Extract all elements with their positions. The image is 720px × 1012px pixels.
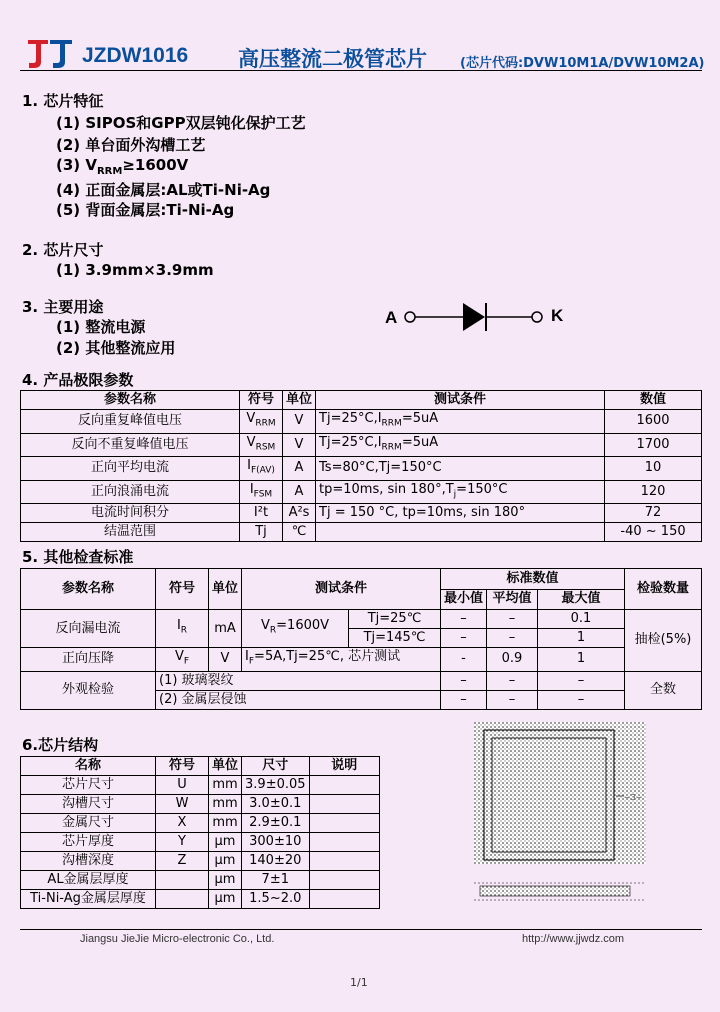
param-unit: ℃: [283, 523, 316, 542]
param-symbol: $I_{F(AV)}$: [240, 457, 283, 481]
page-number: 1/1: [350, 976, 368, 989]
col-header: 尺寸: [242, 757, 310, 776]
col-header: 参数名称: [21, 391, 240, 410]
table-row: [21, 457, 702, 481]
param-unit: mA: [209, 610, 242, 648]
param-condition: Ts=80°C,Tj=150°C: [316, 457, 605, 481]
param-name: 外观检验: [21, 671, 156, 709]
max-value: –: [538, 671, 625, 690]
cathode-label: K: [551, 306, 564, 325]
company-url[interactable]: http://www.jjwdz.com: [522, 933, 625, 945]
section-6-heading: 6.芯片结构: [22, 736, 99, 754]
param-name: 反向重复峰值电压: [21, 410, 240, 434]
inspection-qty: 全数: [625, 671, 702, 709]
min-value: -: [440, 648, 486, 672]
table-header-row: [21, 757, 380, 776]
col-subheader: 平均值: [487, 589, 538, 610]
chip-code: (芯片代码:DVW10M1A/DVW10M2A): [460, 56, 705, 71]
param-condition: $V_R=1600V$: [242, 610, 349, 648]
chip-structure-table: [20, 756, 380, 909]
param-symbol: $V_F$: [156, 648, 209, 672]
chip-structure-drawing: [474, 722, 646, 904]
header-divider: [20, 70, 702, 71]
param-condition: (1) 玻璃裂纹: [156, 671, 441, 690]
param-condition: [316, 523, 605, 542]
struct-note: [309, 890, 379, 909]
max-value: 1: [538, 648, 625, 672]
param-condition: $Tj=25^\circ C,I_{RRM}=5uA$: [316, 433, 605, 457]
struct-unit: μm: [209, 852, 242, 871]
col-header: 单位: [283, 391, 316, 410]
company-logo: [26, 36, 74, 70]
sub-condition: Tj=25℃: [349, 610, 441, 629]
avg-value: –: [487, 629, 538, 648]
col-header: 符号: [240, 391, 283, 410]
usage-item: (2) 其他整流应用: [56, 339, 176, 357]
struct-note: [309, 795, 379, 814]
min-value: –: [440, 629, 486, 648]
param-symbol: $I_R$: [156, 610, 209, 648]
struct-size: 3.0±0.1: [242, 795, 310, 814]
param-condition: $Tj=25^\circ C,I_{RRM}=5uA$: [316, 410, 605, 434]
struct-name: 芯片厚度: [21, 833, 156, 852]
col-header: 测试条件: [242, 569, 441, 610]
param-value: -40 ~ 150: [605, 523, 702, 542]
struct-unit: mm: [209, 776, 242, 795]
struct-unit: μm: [209, 833, 242, 852]
struct-size: 1.5~2.0: [242, 890, 310, 909]
struct-size: 300±10: [242, 833, 310, 852]
param-symbol: $V_{RRM}$: [240, 410, 283, 434]
struct-unit: mm: [209, 814, 242, 833]
struct-name: 沟槽尺寸: [21, 795, 156, 814]
param-unit: A: [283, 480, 316, 504]
param-value: 1600: [605, 410, 702, 434]
param-unit: V: [209, 648, 242, 672]
section-4-heading: 4. 产品极限参数: [22, 371, 134, 389]
col-subheader: 最大值: [538, 589, 625, 610]
col-header: 参数名称: [21, 569, 156, 610]
inspection-qty: 抽检(5%): [625, 610, 702, 672]
section-2-heading: 2. 芯片尺寸: [22, 241, 104, 259]
table-header-row: [21, 391, 702, 410]
avg-value: 0.9: [487, 648, 538, 672]
svg-text:~3~: ~3~: [624, 793, 643, 802]
struct-unit: mm: [209, 795, 242, 814]
avg-value: –: [487, 610, 538, 629]
min-value: –: [440, 671, 486, 690]
struct-symbol: W: [156, 795, 209, 814]
struct-unit: μm: [209, 890, 242, 909]
avg-value: –: [487, 690, 538, 709]
struct-note: [309, 871, 379, 890]
struct-symbol: [156, 890, 209, 909]
param-condition: $I_F=5A,Tj=25℃$, 芯片测试: [242, 648, 441, 672]
param-unit: A: [283, 457, 316, 481]
col-header: 符号: [156, 757, 209, 776]
max-value: 0.1: [538, 610, 625, 629]
struct-unit: μm: [209, 871, 242, 890]
col-header: 名称: [21, 757, 156, 776]
param-symbol: I²t: [240, 504, 283, 523]
struct-note: [309, 814, 379, 833]
limit-params-table: [20, 390, 702, 542]
col-header: 说明: [309, 757, 379, 776]
table-row: [21, 433, 702, 457]
struct-symbol: Y: [156, 833, 209, 852]
param-symbol: $V_{RSM}$: [240, 433, 283, 457]
struct-note: [309, 833, 379, 852]
feature-item: (4) 正面金属层:AL或Ti-Ni-Ag: [56, 181, 271, 199]
param-name: 结温范围: [21, 523, 240, 542]
struct-name: 金属尺寸: [21, 814, 156, 833]
avg-value: –: [487, 671, 538, 690]
struct-name: 沟槽深度: [21, 852, 156, 871]
param-condition: tp=10ms, $\sin 180^\circ,T_j=150^\circ C$: [316, 480, 605, 504]
table-row: [21, 795, 380, 814]
usage-item: (1) 整流电源: [56, 318, 146, 336]
param-name: 正向平均电流: [21, 457, 240, 481]
inspection-table: [20, 568, 702, 710]
param-value: 1700: [605, 433, 702, 457]
struct-note: [309, 852, 379, 871]
struct-name: Ti-Ni-Ag金属层厚度: [21, 890, 156, 909]
page-title: 高压整流二极管芯片: [238, 47, 427, 71]
table-row: [21, 852, 380, 871]
sub-condition: Tj=145℃: [349, 629, 441, 648]
table-row: [21, 410, 702, 434]
max-value: –: [538, 690, 625, 709]
footer-divider: [20, 929, 702, 930]
part-number: JZDW1016: [82, 44, 189, 67]
table-row: [21, 480, 702, 504]
param-unit: V: [283, 410, 316, 434]
size-item: (1) 3.9mm×3.9mm: [56, 261, 214, 279]
diode-symbol: [400, 300, 550, 334]
struct-size: 140±20: [242, 852, 310, 871]
param-name: 反向漏电流: [21, 610, 156, 648]
struct-symbol: Z: [156, 852, 209, 871]
min-value: –: [440, 610, 486, 629]
param-symbol: $I_{FSM}$: [240, 480, 283, 504]
struct-name: AL金属层厚度: [21, 871, 156, 890]
col-header: 符号: [156, 569, 209, 610]
param-name: 正向压降: [21, 648, 156, 672]
table-row: [21, 814, 380, 833]
table-row: [21, 610, 702, 629]
struct-size: 7±1: [242, 871, 310, 890]
feature-item: (3) $V_{RRM}\ge 1600V$: [56, 156, 189, 177]
table-row: [21, 890, 380, 909]
feature-item: (1) SIPOS和GPP双层钝化保护工艺: [56, 114, 306, 132]
col-header: 单位: [209, 757, 242, 776]
struct-symbol: X: [156, 814, 209, 833]
anode-label: A: [385, 308, 398, 327]
col-header: 测试条件: [316, 391, 605, 410]
table-row: [21, 523, 702, 542]
section-5-heading: 5. 其他检查标准: [22, 548, 134, 566]
table-row: [21, 504, 702, 523]
param-name: 电流时间积分: [21, 504, 240, 523]
table-row: [21, 671, 702, 690]
struct-symbol: U: [156, 776, 209, 795]
struct-note: [309, 776, 379, 795]
param-unit: V: [283, 433, 316, 457]
param-condition: Tj = 150 °C, tp=10ms, sin 180°: [316, 504, 605, 523]
section-3-heading: 3. 主要用途: [22, 298, 104, 316]
col-subheader: 最小值: [440, 589, 486, 610]
param-condition: (2) 金属层侵蚀: [156, 690, 441, 709]
table-header-row: [21, 569, 702, 590]
table-row: [21, 833, 380, 852]
struct-size: 3.9±0.05: [242, 776, 310, 795]
col-header: 单位: [209, 569, 242, 610]
feature-item: (5) 背面金属层:Ti-Ni-Ag: [56, 201, 235, 219]
table-row: [21, 871, 380, 890]
struct-size: 2.9±0.1: [242, 814, 310, 833]
param-name: 正向浪涌电流: [21, 480, 240, 504]
min-value: –: [440, 690, 486, 709]
company-name: Jiangsu JieJie Micro-electronic Co., Ltd.: [80, 933, 275, 945]
param-unit: A²s: [283, 504, 316, 523]
col-header: 数值: [605, 391, 702, 410]
section-1-heading: 1. 芯片特征: [22, 92, 104, 110]
col-header: 检验数量: [625, 569, 702, 610]
param-value: 10: [605, 457, 702, 481]
feature-item: (2) 单台面外沟槽工艺: [56, 136, 206, 154]
max-value: 1: [538, 629, 625, 648]
col-header: 标准数值: [440, 569, 624, 590]
table-row: [21, 648, 702, 672]
struct-name: 芯片尺寸: [21, 776, 156, 795]
table-row: [21, 776, 380, 795]
struct-symbol: [156, 871, 209, 890]
param-value: 72: [605, 504, 702, 523]
param-name: 反向不重复峰值电压: [21, 433, 240, 457]
param-value: 120: [605, 480, 702, 504]
param-symbol: Tj: [240, 523, 283, 542]
